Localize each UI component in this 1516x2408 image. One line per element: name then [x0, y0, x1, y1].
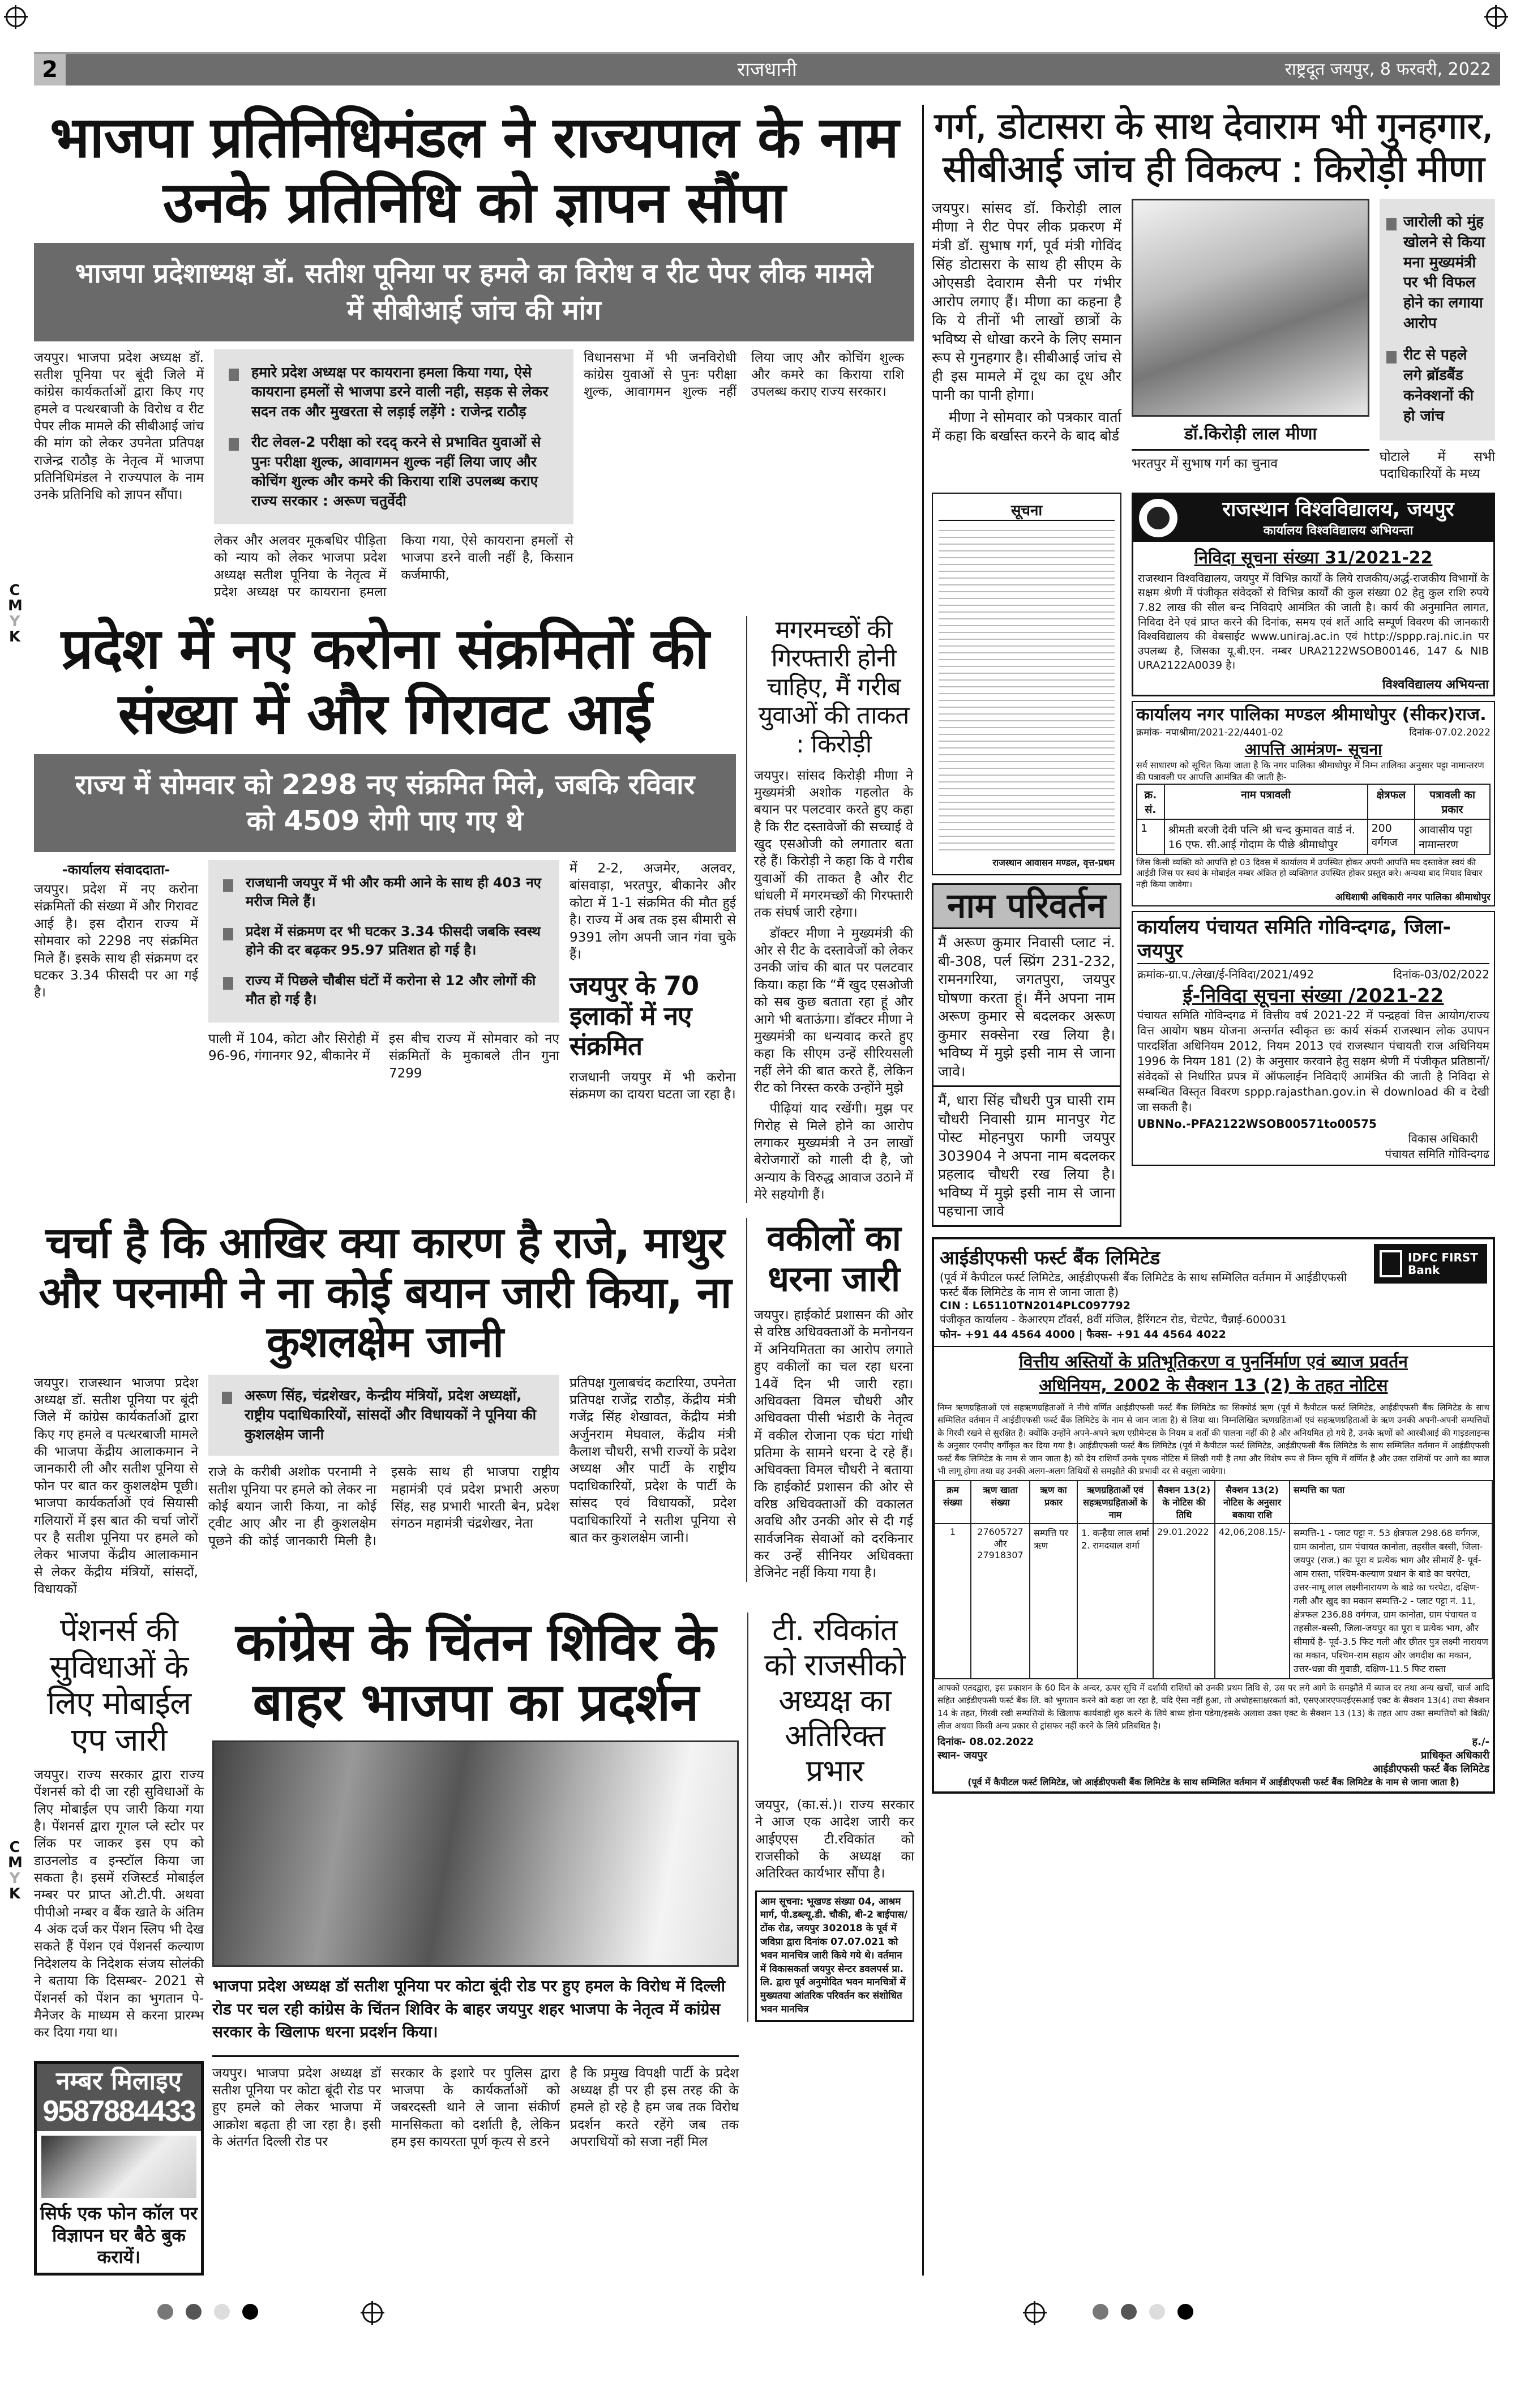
left-region — [34, 105, 924, 2276]
lead-story — [34, 105, 914, 601]
magarmach-headline[interactable]: मगरमच्छों की गिरफ्तारी होनी चाहिए, मैं गरीब युवाओं की ताकत : किरोड़ी — [758, 615, 909, 759]
color-dot — [157, 2304, 173, 2320]
fine-print — [939, 524, 1115, 853]
highlight-item: रीट लेवल-2 परीक्षा को रदद् करने से प्रभावित युवाओं से पुनः परीक्षा शुल्क, आवागमन शुल्क नहीं लिया जाए और कोचिंग शुल्क और कमरे की किराया राशि उपलब्ध कराए राज्य सरकार : अरूण चतुर्वेदी — [229, 433, 559, 511]
bullet-square-icon — [223, 879, 233, 892]
ravikant-headline[interactable]: टी. रविकांत को राजसीको अध्यक्ष का अतिरिक्त प्रभार — [764, 1612, 905, 1789]
registration-mark-icon — [1486, 7, 1506, 27]
university-seal-logo — [1139, 499, 1177, 537]
lead-subhead: भाजपा प्रदेशाध्यक्ष डॉ. सतीश पूनिया पर हमले का विरोध व रीट पेपर लीक मामले में सीबीआई जांच की मांग — [34, 243, 914, 341]
registration-mark-icon — [362, 2303, 383, 2323]
charcha-highlight-box — [208, 1375, 559, 1456]
right-region — [924, 105, 1495, 1794]
bullet-square-icon — [229, 438, 239, 451]
bullet-square-icon — [223, 928, 233, 940]
name-change-notice: मैं अरूण कुमार निवासी प्लाट नं. बी-308, पर्ल स्प्रिंग 231-232, रामनगरिया, जगतपुरा, जयपुर घोषणा करता हूं। मैंने अपना नाम अरूण कुमार से बदलकर अरूण कुमार सक्सेना रख लिया है। भविष्य में मुझे इसी नाम से जाना जावे। — [933, 929, 1120, 1087]
dateline: राष्ट्रदूत जयपुर, 8 फरवरी, 2022 — [1284, 59, 1491, 79]
highlight-item: राज्य में पिछले चौबीस घंटों में करोना से 12 और लोगों की मौत हो गई है। — [223, 972, 545, 1009]
lead-headline[interactable]: भाजपा प्रतिनिधिमंडल ने राज्यपाल के नाम उनके प्रतिनिधि को ज्ञापन सौंपा — [50, 104, 898, 236]
nagarpalika-notice-ad: कार्यालय नगर पालिका मण्डल श्रीमाधोपुर (सीकर)राज. क्रमांक- नपाश्रीमा/2021-22/4401-02 दिनांक-07.02.2022 आपत्ति आमंत्रण- सूचना सर्व साधारण को सूचित किया जाता है कि नगर पालिका श्रीमाधोपुर में निम्न तालिका अनुसार पट्टा नामान्तरण की पत्रावली पर आपत्ति आमंत्रित की जाती हैः- क्र. सं. नाम पत्रावली क्षेत्रफल पत्रावली का प्रकार 1 श्रीमती बरजी देवी पत्नि श्री चन्द कुमावत वार्ड नं. 16 एफ. सी.आई गोदाम के पीछे श्रीमाधोपुर 200 वर्गगज आवासीय पट्टा नामान्तरण जिस किसी व्यक्ति को आपत्ति हो 03 दिवस में कार्यालय में उपस्थित होकर अपनी आपत्ति मय दस्तावेज स्वयं की आईडी जिस पर स्वयं के मोबाईल नम्बर अंकित हो व्यक्तिगत उपस्थित होकर प्रस्तुत करे। अन्यथा बाद मियाद विचार नही किया जावेगा। अधिशाषी अधिकारी नगर पालिका श्रीमाधोपुर — [1132, 701, 1495, 906]
color-dot — [1121, 2304, 1137, 2320]
photo-bjp-protest — [212, 1740, 739, 1967]
congress-body-2: सरकार के इशारे पर पुलिस द्वारा भाजपा के कार्यकर्ताओं को जबरदस्ती थाने ले जाना संकीर्ण मानसिकता को दर्शाती है, लेकिन हम इस कायरता पूर्ण कृत्य से डरने — [391, 2065, 560, 2150]
charcha-body-right: प्रतिपक्ष गुलाबचंद कटारिया, उपनेता प्रतिपक्ष राजेंद्र राठौड़, केंद्रीय मंत्री गजेंद्र सिंह शेखावत, केंद्रीय मंत्री अर्जुनराम मेघवाल, केंद्रीय मंत्री कैलाश चौधरी, सभी राज्यों के प्रदेश अध्यक्ष और पार्टी के राष्ट्रीय पदाधिकारियों, प्रदेश के पार्टी के सांसद एवं विधायकों, प्रदेश पदाधिकारियों ने सतीश पूनिया से बात कर कुशलक्षेम जानी। — [569, 1375, 736, 1545]
kirodi-highlights-box — [1380, 199, 1495, 440]
pension-story — [34, 1613, 204, 2275]
registration-mark-icon — [1025, 2303, 1045, 2323]
ravikant-body: जयपुर, (का.सं.)। राज्य सरकार ने आज एक आदेश जारी कर आईएएस टी.रविकांत को राजसीको के अध्यक्ष का अतिरिक्त कार्यभार सौंपा है। — [755, 1797, 914, 1881]
bullet-square-icon — [222, 1392, 232, 1404]
kirodi-intro: जयपुर। सांसद डॉ. किरोड़ी लाल मीणा ने रीट पेपर लीक प्रकरण में मंत्री डॉ. सुभाष गर्ग, पूर्व मंत्री गोविंद सिंह डोटासरा के साथ ही सीएम के ओएसडी देवाराम सैनी पर गंभीर आरोप लगाए हैं। मीणा का कहना है कि ये तीनों भी लाखों छात्रों के भविष्य से धोखा करने के लिए समान रूप से गुनहगार है। सीबीआई जांच से ही इस मामले में दूध का दूध और पानी का पानी होगा। मीणा ने सोमवार को पत्रकार वार्ता में कहा कि बर्खास्त करने के बाद बोर्ड — [932, 199, 1121, 444]
table-row: 1 श्रीमती बरजी देवी पत्नि श्री चन्द कुमावत वार्ड नं. 16 एफ. सी.आई गोदाम के पीछे श्रीमाधोपुर 200 वर्गगज आवासीय पट्टा नामान्तरण — [1137, 819, 1490, 854]
page-number: 2 — [34, 54, 66, 85]
corona-story — [34, 616, 736, 1104]
pension-body: जयपुर। राज्य सरकार द्वारा राज्य पेंशनर्स को दी जा रही सुविधाओं के लिए मोबाईल एप जारी किया गया है। पेंशनर्स द्वारा गूगल प्ले स्टोर पर लिंक पर जाकर इस एप को डाउनलोड व इन्स्टॉल किया जा सकता है। इसमें रजिस्टर्ड मोबाईल नम्बर पर प्राप्त ओ.टी.पी. अथवा पीपीओ नम्बर व बैंक खाते के अंतिम 4 अंक दर्ज कर पेंशन स्लिप भी देख सकते हैं पेंशन एवं पेंशनर्स कल्याण निदेशलय के निदेशक संजय सोलंकी ने बताया कि दिसम्बर- 2021 से पेंशनर्स को पेंशन का भुगतान पे-मैनेजर के माध्यम से करना प्रारम्भ कर दिया गया था। — [34, 1767, 204, 2041]
highlight-item: जारोली को मुंह खोलने से किया मना मुख्यमंत्री पर भी विफल होने का लगाया आरोप — [1386, 212, 1488, 334]
idfc-bank-notice-ad: आईडीएफसी फर्स्ट बैंक लिमिटेड (पूर्व में कैपीटल फर्स्ट लिमिटेड, आईडीएफसी बैंक लिमिटेड के साथ सम्मिलित वर्तमान में आईडीएफसी फर्स्ट बैंक लिमिटेड के नाम से जाना जाता है) CIN : L65110TN2014PLC097792 पंजीकृत कार्यालय - केआरएम टॉवर्स, 8वीं मंजिल, हैरिंगटन रोड, चेटपेट, चैन्नाई-600031 फोन- +91 44 4564 4000 | फैक्स- +91 44 4564 4022 IDFC FIRST Bank वित्तीय अस्तियों के प्रतिभूतिकरण व पुनर्निर्माण एवं ब्याज प्रवर्तन अधिनियम, 2002 के सैक्शन 13 (2) के तहत नोटिस निम्न ऋणग्रहिताओं एवं सहऋणग्रहिताओं ने नीचे वर्णित आईडीएफसी फर्स्ट बैंक लिमिटेड का सिक्योर्ड ऋण (पूर्व में कैपीटल फर्स्ट लिमिटेड, आईडीएफसी बैंक लिमिटेड के साथ सम्मिलित वर्तमान में आईडीएफसी फर्स्ट बैंक लिमिटेड के नाम से जान जाता है) से लिया था। निम्नलिखित ऋणग्रहिताओं एवं सहऋणग्रहिताओं के ऋण उनकी अपनी-अपनी सम्पत्तियों के गिरवी रखने से सुरक्षित है। क्योंकि उन्होंने अपने-अपने ऋण एग्रीमेन्टस के नियम व शर्तों की पालना नहीं की है और अनियमित हो गये है, उनके ऋणों को आरबीआई की गाइडलाइन्स के अनुसार एनपीए वर्गीकृत कर दिया गया है। आईडीएफसी फर्स्ट बैंक लिमिटेड (पूर्व में कैपीटल फर्स्ट लिमिटेड, आईडीएफसी बैंक लिमिटेड के साथ सम्मिलित वर्तमान में आईडीएफसी फर्स्ट बैंक लिमिटेड के नाम से जान जाता है) को देय राशियाँ उनके पृथक नोटिस में लिखी गयी है तथा और विशेष रूप से निम्न सूचि में वर्णित है और उक्त राशियों पर आगे का ब्याज भी लागू होगा तथा वह उनकी अलग-अलग तिथियों से समझौते की प्रभावी दर से वसूला जायेगा। क्रम संख्या ऋण खाता संख्या ऋण का प्रकार ऋणग्रहिताओं एवं सहऋणग्रहिताओं के नाम सैक्शन 13(2) के नोटिस की तिथि सैक्शन 13(2) नोटिस के अनुसार बकाया राशि सम्पत्ति का पता 1 27605727 और 27918307 सम्पत्ति पर ऋण 1. कन्हैया लाल शर्मा 2. रामदयाल शर्मा 29.01.2022 42,06,208.15/- सम्पत्ति-1 - प्लाट पट्टा न. 53 क्षेत्रफल 298.68 वर्गगज, ग्राम कानोता, ग्राम पंचायत कानोता, तहसील बस्सी, जिला-जयपुर (राज.) का पूरा व प्रत्येक भाग और सीमायें है- पूर्व-आम रास्ता, पश्चिम-कल्याण प्रधान के बाडे का चरपेटा, उत्तर-नाथू लाल लक्ष्मीनारायण के बाडे का चरपेटा, दक्षिण-गली और खुद का मकान सम्पत्ति-2 - प्लाट पट्टा नं. 11, क्षेत्रफल 236.88 वर्गगज, ग्राम कानोता, ग्राम पंचायत व तहसील-बस्सी, जिला-जयपुर का पूरा व प्रत्येक भाग, और सीमायें है- पूर्व-3.5 फिट गली और छीतर पुत्र लक्ष्मी नारायण का मकान, पश्चिम-राम सहाय और जगदीश का मकान, उत्तर-धन्ना की गुवाडी, दक्षिण-11.5 फिट रास्ता आपको एतदद्वारा, इस प्रकाशन के 60 दिन के अन्दर, ऊपर सूचि में दर्शायी राशियों को उनकी प्रथम तिथि से, उस पर लगे आगे के समझौते में ब्याज दर तथा अन्य खर्चों, चार्ज आदि सहित आईडीएफसी फर्स्ट बैंक लि. को भुगतान करने को कहा जा रहा है, यदि ऐसा नहीं हुआ, तो अधोहस्ताक्षरकर्ता को, एसएआरएफएईएसआई एक्ट के सैक्शन 13(4) तथा सैक्शन 14 के तहत, गिरवी रखी सम्पत्तियों के खिलाफ कार्यवाही शुरु करने के लिये बाध्य होना पडेगा/इसके अलावा उक्त एक्ट के सैक्शन 13 (13) के तहत आप उक्त सम्पत्तियों को बिक्री/लीज अथवा किसी अन्य प्रकार से ट्रांसफर नहीं करने के लिये प्रतिबंधित है। दिनांक- 08.02.2022 स्थान- जयपुर ह./- प्राधिकृत अधिकारी आईडीएफसी फर्स्ट बैंक लिमिटेड (पूर्व में कैपीटल फर्स्ट लिमिटेड, जो आईडीएफसी बैंक लिमिटेड के साथ सम्मिलित वर्तमान में आईडीएफसी फर्स्ट बैंक लिमिटेड के नाम से जाना जाता है) — [932, 1237, 1495, 1794]
photo-caption: भाजपा प्रदेश अध्यक्ष डॉ सतीश पूनिया पर कोटा बूंदी रोड पर हुए हमल के विरोध में दिल्ली रोड पर चल रही कांग्रेस के चिंतन शिविर के बाहर जयपुर शहर भाजपा के नेतृत्व में कांग्रेस सरकार के खिलाफ धरना प्रदर्शन किया। — [212, 1975, 739, 2057]
lead-body-left: जयपुर। भाजपा प्रदेश अध्यक्ष डॉ. सतीश पूनिया पर बूंदी जिले में कांग्रेस कार्यकर्ताओं द्वारा किए गए हमले व पत्थरबाजी के विरोध व रीट पेपर लीक मामले की सीबीआई जांच की मांग को लेकर उपनेता प्रतिपक्ष राजेन्द्र राठौड़ के नेतृत्व में भाजपा प्रतिनिधिमंडल ने राज्यपाल के नाम उनके प्रतिनिधि को ज्ञापन सौंपा। — [34, 350, 204, 503]
ravikant-story — [747, 1613, 914, 2021]
bullet-square-icon — [229, 369, 239, 381]
booking-phone-number[interactable]: 9587884433 — [42, 2095, 195, 2128]
corona-headline[interactable]: प्रदेश में नए करोना संक्रमितों की संख्या में और गिरावट आई — [61, 615, 709, 747]
naam-parivartan-ad — [932, 883, 1121, 1227]
bullet-square-icon — [223, 977, 233, 990]
registration-mark-icon — [6, 7, 26, 27]
kirodi-body-col2: भरतपुर में सुभाष गर्ग का चुनाव — [1132, 456, 1278, 471]
vakil-story — [746, 1218, 913, 1581]
charcha-body-mid: राजे के करीबी अशोक परनामी ने सतीश पूनिया पर हमले को लेकर ना कोई बयान जारी किया, ना कोई ट्वीट आए और ना ही कुशलक्षेम पूछने की कोई जानकारी मिली है। इसके साथ ही भाजपा राष्ट्रीय महामंत्री एवं प्रदेश प्रभारी अरुण सिंह, सह प्रभारी भारती बेन, प्रदेश संगठन महामंत्री चंद्रशेखर, नेता — [208, 1465, 559, 1549]
corona-body-mid2: इस बीच राज्य में सोमवार को नए संक्रमितों के मुकाबले तीन गुना 7299 — [389, 1031, 559, 1081]
corona-right-col: में 2-2, अजमेर, अलवर, बांसवाड़ा, भरतपुर, बीकानेर और कोटा में 1-1 संक्रमित की मौत हुई है। राज्य में अब तक इस बीमारी से 9391 लोग अपनी जान गंवा चुके हैं। जयपुर के 70 इलाकों में नए संक्रमित राजधानी जयपुर में भी करोना संक्रमण का दायरा घटता जा रहा है। — [569, 861, 736, 1102]
lead-body-mid: लेकर और अलवर मूकबधिर पीड़िता को न्याय को लेकर भाजपा प्रदेश अध्यक्ष सतीश पूनिया के नेतृत्व में प्रदेश अध्यक्ष पर कायराना हमला किया गया, ऐसे कायराना हमलों से भाजपा डरने वाली नहीं है, किसान कर्जमाफी, — [214, 533, 573, 600]
naam-parivartan-title: नाम परिवर्तन — [933, 885, 1120, 929]
photo-kirodi-lal-meena — [1132, 199, 1369, 417]
charcha-story — [34, 1218, 736, 1598]
highlight-item: रीट से पहले लगे ब्रॉडबैंड कनेक्शनों की हो जांच — [1386, 345, 1488, 427]
color-dot — [1093, 2304, 1108, 2320]
tender-notice-number: निविदा सूचना संख्या 31/2021-22 — [1194, 548, 1433, 568]
lead-highlights-box — [214, 349, 573, 525]
bullet-square-icon — [1386, 218, 1397, 230]
highlight-item: प्रदेश में संक्रमण दर भी घटकर 3.34 फीसदी जबकि स्वस्थ होने की दर बढ़कर 95.97 प्रतिशत हो गई है। — [223, 922, 545, 960]
kirodi-headline[interactable]: गर्ग, डोटासरा के साथ देवाराम भी गुनहगार, सीबीआई जांच ही विकल्प : किरोड़ी मीणा — [933, 104, 1493, 191]
byline: -कार्यालय संवाददाता- — [62, 862, 170, 878]
bullet-square-icon — [1386, 351, 1397, 363]
highlight-item: अरूण सिंह, चंद्रशेखर, केन्द्रीय मंत्रियों, प्रदेश अध्यक्षों, राष्ट्रीय पदाधिकारियों, सांसदों और विधायकों ने पूनिया की कुशलक्षेम जानी — [222, 1386, 546, 1445]
highlight-item: हमारे प्रदेश अध्यक्ष पर कायराना हमला किया गया, ऐसे कायराना हमलों से भाजपा डरने वाली नही, सड़क से लेकर सदन तक और मुखरता से लड़ाई लड़ेंगे : राजेन्द्र राठौड़ — [229, 363, 559, 422]
page-header-bar — [34, 52, 1500, 85]
charcha-headline[interactable]: चर्चा है कि आखिर क्या कारण है राजे, माथुर और परनामी ने ना कोई बयान जारी किया, ना कुशलक्षेम जानी — [38, 1217, 731, 1367]
table-row: 1 27605727 और 27918307 सम्पत्ति पर ऋण 1. कन्हैया लाल शर्मा 2. रामदयाल शर्मा 29.01.2022 42,06,208.15/- सम्पत्ति-1 - प्लाट पट्टा न. 53 क्षेत्रफल 298.68 वर्गगज, ग्राम कानोता, ग्राम पंचायत कानोता, तहसील बस्सी, जिला-जयपुर (राज.) का पूरा व प्रत्येक भाग और सीमायें है- पूर्व-आम रास्ता, पश्चिम-कल्याण प्रधान के बाडे का चरपेटा, उत्तर-नाथू लाल लक्ष्मीनारायण के बाडे का चरपेटा, दक्षिण-गली और खुद का मकान सम्पत्ति-2 - प्लाट पट्टा नं. 11, क्षेत्रफल 236.88 वर्गगज, ग्राम कानोता, ग्राम पंचायत व तहसील-बस्सी, जिला-जयपुर का पूरा व प्रत्येक भाग, और सीमायें है- पूर्व-3.5 फिट गली और छीतर पुत्र लक्ष्मी नारायण का मकान, पश्चिम-राम सहाय और जगदीश का मकान, उत्तर-धन्ना की गुवाडी, दक्षिण-11.5 फिट रास्ता — [935, 1524, 1492, 1679]
corona-jaipur-subhead: जयपुर के 70 इलाकों में नए संक्रमित — [569, 970, 699, 1062]
charcha-body-left: जयपुर। राजस्थान भाजपा प्रदेश अध्यक्ष डॉ. सतीश पूनिया पर बूंदी जिले में कांग्रेस कार्यकर्ताओं द्वारा किए गए हमले व पत्थरबाजी मामले की भाजपा केंद्रीय आलाकमान ने जानकारी ली और सतीश पूनिया से फोन पर बात कर कुशलक्षेम पूछी। भाजपा कार्यकर्ताओं एवं सियासी गलियारों में इस बात की चर्चा जोरों पर है सतीश पूनिया पर हमले को लेकर भाजपा केंद्रीय आलाकमान से लेकर केंद्रीय मंत्रियों, सांसदों, विधायकों — [34, 1375, 198, 1597]
print-marks-footer — [0, 2292, 1516, 2332]
idfc-logo-icon — [1380, 1250, 1402, 1277]
color-dot — [186, 2304, 202, 2320]
congress-body-1: जयपुर। भाजपा प्रदेश अध्यक्ष डॉ सतीश पूनिया पर कोटा बूंदी रोड पर हुए हमले को लेकर भाजपा में आक्रोश बढ़ता ही जा रहा है। इसी के अंतर्गत दिल्ली रोड पर — [212, 2065, 381, 2150]
color-dot — [1149, 2304, 1165, 2320]
color-dot — [214, 2304, 230, 2320]
aam-suchna-notice: आम सूचना: भूखण्ड संख्या 04, आश्रम मार्ग, पी.डब्ल्यू.डी. चौकी, बी-2 बाईपास/टोंक रोड, जयपुर 302018 के पूर्व में जविप्रा द्वारा दिनांक 07.07.021 को भवन मानचित्र जारी किये गये थे। वर्तमान में विकासकर्ता जयपुर सेन्टर डवलपर्स प्रा. लि. द्वारा पूर्व अनुमोदित भवन मानचित्रों में मुख्यतया आंतरिक परिवर्तन कर संशोधित भवन मानचित्र — [755, 1891, 914, 2022]
congress-story — [212, 1613, 739, 2150]
notice-heading: सूचना — [939, 499, 1115, 521]
congress-body-3: है कि प्रमुख विपक्षी पार्टी के प्रदेश अध्यक्ष ही पर ही इस तरह की के हमले हो रहे है हम जब तक विरोध प्रदर्शन करते रहेंगे जब तक अपराधियों को सजा नहीं मिल — [570, 2065, 739, 2150]
photo-caption: डॉ.किरोड़ी लाल मीणा — [1132, 421, 1369, 451]
section-name: राजधानी — [737, 58, 797, 81]
vakil-body: जयपुर। हाईकोर्ट प्रशासन की ओर से वरिष्ठ अधिवक्ताओं के मनोनयन में अनियमितता का आरोप लगाते हुए वकीलों का चल रहा धरना 14वें दिन भी जारी रहा। अधिवक्ता विमल चौधरी और अधिवक्ता पीसी भंडारी के नेतृत्व में वकील रोजाना एक घंटा गांधी प्रतिमा के सामने धरना दे रहे हैं। अधिवक्ता विमल चौधरी ने बताया कि हाईकोर्ट प्रशासन की ओर से वरिष्ठ अधिवक्ताओं की वकालत अवधि और उनकी ओर से दी गई सार्वजनिक सेवाओं को दरकिनार कर उन्हें सीनियर अधिवक्ता डेजिनेट नहीं किया गया है। — [754, 1308, 913, 1581]
corona-subhead: राज्य में सोमवार को 2298 नए संक्रमित मिले, जबकि रविवार को 4509 रोगी पाए गए थे — [34, 754, 736, 853]
name-change-notice: मैं, धारा सिंह चौधरी पुत्र घासी राम चौधरी निवासी ग्राम मानपुर गेट पोस्ट मोहनपुरा फागी जयपुर 303904 ने अपना नाम बदलकर प्रहलाद चौधरी रख लिया है। भविष्य में मुझे इसी नाम से जाना पहचाना जावे — [938, 1092, 1115, 1220]
lead-body-right: विधानसभा में भी जनविरोधी कांग्रेस युवाओं से पुनः परीक्षा शुल्क, आवागमन शुल्क नहीं लिया जाए और कोचिंग शुल्क और कमरे का किराया राशि उपलब्ध कराए राज्य सरकार। — [584, 350, 904, 400]
pension-headline[interactable]: पेंशनर्स की सुविधाओं के लिए मोबाईल एप जारी — [46, 1612, 191, 1759]
highlight-item: राजधानी जयपुर में भी और कमी आने के साथ ही 403 नए मरीज मिले हैं। — [223, 874, 545, 911]
advertisement-booking-ad: नम्बर मिलाइए 9587884433 सिर्फ एक फोन कॉल पर विज्ञापन घर बैठे बुक करायें। — [34, 2061, 204, 2276]
cmyk-mark: C M Y K — [8, 582, 23, 645]
nagarpalika-table: क्र. सं. नाम पत्रावली क्षेत्रफल पत्रावली का प्रकार 1 श्रीमती बरजी देवी पत्नि श्री चन्द कुमावत वार्ड नं. 16 एफ. सी.आई गोदाम के पीछे श्रीमाधोपुर 200 वर्गगज आवासीय पट्टा नामान्तरण — [1136, 784, 1491, 855]
magarmach-body: जयपुर। सांसद किरोड़ी मीणा ने मुख्यमंत्री अशोक गहलोत के बयान पर पलटवार करते हुए कहा है कि रीट दस्तावेजों की सच्चाई वे खुद एसओजी को लगातार बता रहे हैं। किरोड़ी ने कहा कि वे गरीब युवाओं की ताकत है और रीट धांधली में मगरमच्छों की गिरफ्तारी तक संघर्ष जारी रहेगा। डॉक्टर मीणा ने मुख्यमंत्री की ओर से रीट के दस्तावेजों को लेकर उनकी जांच की बात पर पलटवार किया। कहा कि “मैं खुद एसओजी को सब कुछ बताता रहा हूं और आगे भी बताऊंगा। डॉक्टर मीणा ने मुख्यमंत्री का धन्यवाद करते हुए कहा कि सीएम उन्हें सीरियसली नहीं लेने की बात करते हैं, लेकिन रीट को निरस्त करके उन्होंने मुझे पीढ़ियां याद रखेंगी। मुझ पर गिरोह से मिले होने का आरोप लगाकर मुख्यमंत्री ने उन लाखों बेरोजगारों को गाली दी है, जो अन्याय के विरुद्ध आवाज उठाने में मेरे सहयोगी हैं। — [754, 768, 913, 1203]
uniraj-tender-ad: राजस्थान विश्वविद्यालय, जयपुर कार्यालय विश्वविद्यालय अभियन्ता निविदा सूचना संख्या 31/2021-22 राजस्थान विश्वविद्यालय, जयपुर में विभिन्न कार्यों के लिये राजकीय/अर्द्ध-राजकीय विभागों के सक्षम श्रेणी में पंजीकृत संवेदकों से विभिन्न कार्यों की कुल संख्या 02 हेतु कुल राशि रुपये 7.82 लाख की सील बन्द निविदाऐ आमंत्रित की जाती है। कार्य की अनुमानित लागत, निविदा देने एवं प्राप्त करने की दिनांक, समय एवं शर्ते आदि सम्पूर्ण विवरण की जानकारी विश्वविद्यालय की वेबसाईट www.uniraj.ac.in एवं http://sppp.raj.nic.in पर उपलब्ध है, जिसका यू.बी.एन. नम्बर URA2122WSOB00146, 147 & NIB URA2122A0039 है। विश्वविद्यालय अभियन्ता — [1132, 493, 1495, 696]
vakil-headline[interactable]: वकीलों का धरना जारी — [766, 1217, 901, 1299]
magarmach-story — [746, 616, 913, 1204]
cmyk-mark: C M Y K — [8, 1839, 23, 1902]
color-dot — [1177, 2304, 1193, 2320]
phone-keypad-image — [41, 2136, 196, 2198]
corona-highlights-box — [208, 860, 559, 1023]
idfc-first-bank-logo: IDFC FIRST Bank — [1374, 1244, 1487, 1284]
idfc-loan-table: क्रम संख्या ऋण खाता संख्या ऋण का प्रकार ऋणग्रहिताओं एवं सहऋणग्रहिताओं के नाम सैक्शन 13(2) के नोटिस की तिथि सैक्शन 13(2) नोटिस के अनुसार बकाया राशि सम्पत्ति का पता 1 27605727 और 27918307 सम्पत्ति पर ऋण 1. कन्हैया लाल शर्मा 2. रामदयाल शर्मा 29.01.2022 42,06,208.15/- सम्पत्ति-1 - प्लाट पट्टा न. 53 क्षेत्रफल 298.68 वर्गगज, ग्राम कानोता, ग्राम पंचायत कानोता, तहसील बस्सी, जिला-जयपुर (राज.) का पूरा व प्रत्येक भाग और सीमायें है- पूर्व-आम रास्ता, पश्चिम-कल्याण प्रधान के बाडे का चरपेटा, उत्तर-नाथू लाल लक्ष्मीनारायण के बाडे का चरपेटा, दक्षिण-गली और खुद का मकान सम्पत्ति-2 - प्लाट पट्टा नं. 11, क्षेत्रफल 236.88 वर्गगज, ग्राम कानोता, ग्राम पंचायत व तहसील-बस्सी, जिला-जयपुर का पूरा व प्रत्येक भाग, और सीमायें है- पूर्व-3.5 फिट गली और छीतर पुत्र लक्ष्मी नारायण का मकान, पश्चिम-राम सहाय और जगदीश का मकान, उत्तर-धन्ना की गुवाडी, दक्षिण-11.5 फिट रास्ता — [934, 1480, 1493, 1679]
congress-headline[interactable]: कांग्रेस के चिंतन शिविर के बाहर भाजपा का प्रदर्शन — [235, 1612, 716, 1733]
panchayat-etender-ad: कार्यालय पंचायत समिति गोविन्दगढ, जिला-जयपुर क्रमांक-ग्रा.प./लेखा/ई-निविदा/2021/492 दिनांक-03/02/2022 ई-निविदा सूचना संख्या /2021-22 पंचायत समिति गोविन्दगढ में वित्तीय वर्ष 2021-22 में पन्द्रहवां वित्त आयोग/राज्य वित्त आयोग षष्ठम योजना अन्तर्गत स्वीकृत छः कार्य संकर्म राजस्थान लोक उपापन पारदर्शिता अधिनियम 2012, नियम 2013 एवं राजस्थान पंचायती राज अधिनियम 1996 के नियम 181 (2) के अनुसार करवाने हेतु सक्षम श्रेणी में पंजीकृत प्रतिष्ठानों/संवेदकों से निर्धारित प्रपत्र में ऑफलाईन निविदाएँ आमंत्रित की जाती है निविदा से सम्बन्धित विस्तृत विवरण sppp.rajasthan.gov.in से download की व देखी जा सकती है। UBNNo.-PFA2122WSOB00571to00575 विकास अधिकारी पंचायत समिति गोविन्दगढ — [1132, 911, 1495, 1166]
color-dot — [242, 2304, 258, 2320]
kirodi-story — [932, 105, 1495, 482]
avasan-notice: सूचना राजस्थान आवासन मण्डल, वृत्त-प्रथम — [932, 493, 1121, 875]
kirodi-body-col3: घोटाले में सभी पदाधिकारियों के मध्य — [1380, 449, 1495, 481]
corona-left-col: -कार्यालय संवाददाता- जयपुर। प्रदेश में नए करोना संक्रमितों की संख्या में और गिरावट आई है। इस दौरान राज्य में सोमवार को 2298 नए संक्रमित मिले हैं। इसके साथ ही संक्रमण दर घटकर 3.34 फीसदी पर आ गई है। — [34, 860, 198, 1002]
corona-body-mid1: पाली में 104, कोटा और सिरोही में 96-96, गंगानगर 92, बीकानेर में — [208, 1031, 379, 1064]
